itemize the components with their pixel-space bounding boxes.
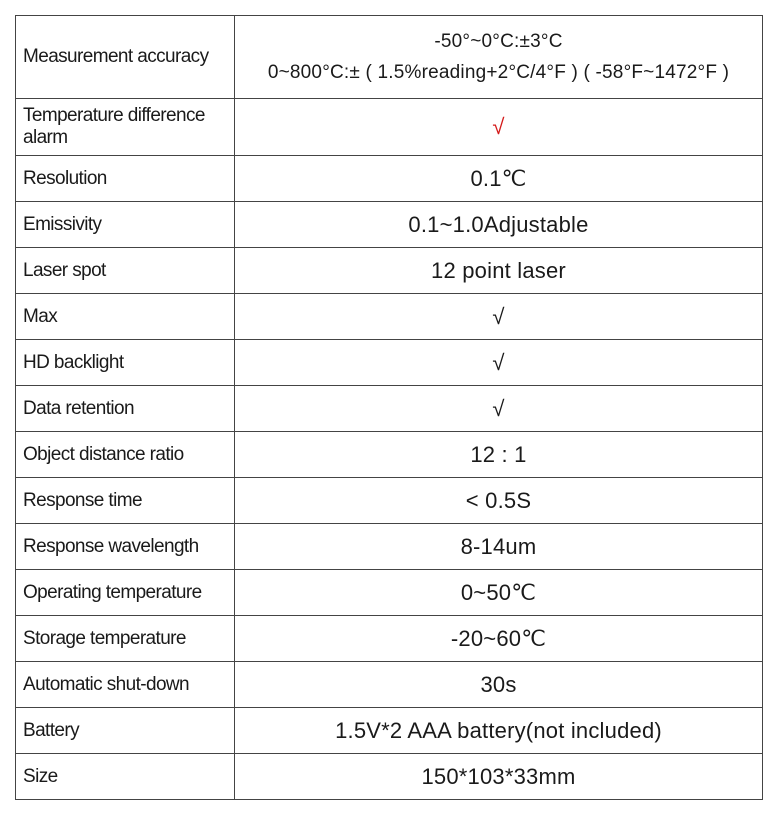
- spec-value: < 0.5S: [235, 478, 763, 524]
- spec-label: Storage temperature: [16, 616, 235, 662]
- spec-value: 150*103*33mm: [235, 754, 763, 800]
- table-row: [16, 156, 763, 202]
- spec-value: 1.5V*2 AAA battery(not included): [235, 708, 763, 754]
- table-row: [16, 570, 763, 616]
- spec-label: Operating temperature: [16, 570, 235, 616]
- check-mark-icon: √: [235, 99, 763, 156]
- check-mark-icon: √: [235, 294, 763, 340]
- spec-value: 0.1℃: [235, 156, 763, 202]
- table-row: [16, 340, 763, 386]
- table-row: [16, 202, 763, 248]
- spec-label: Resolution: [16, 156, 235, 202]
- spec-label: Measurement accuracy: [16, 16, 235, 99]
- check-mark-icon: √: [235, 340, 763, 386]
- spec-label: Battery: [16, 708, 235, 754]
- spec-value: 30s: [235, 662, 763, 708]
- spec-value: -20~60℃: [235, 616, 763, 662]
- table-row: [16, 662, 763, 708]
- spec-label: Max: [16, 294, 235, 340]
- table-row: [16, 99, 763, 156]
- spec-label: Response wavelength: [16, 524, 235, 570]
- table-row: [16, 754, 763, 800]
- spec-label: Laser spot: [16, 248, 235, 294]
- spec-label: Data retention: [16, 386, 235, 432]
- table-row: [16, 16, 763, 99]
- table-row: [16, 248, 763, 294]
- spec-value: 8-14um: [235, 524, 763, 570]
- table-row: [16, 708, 763, 754]
- spec-label: Size: [16, 754, 235, 800]
- table-row: [16, 432, 763, 478]
- spec-label: Emissivity: [16, 202, 235, 248]
- spec-label: Object distance ratio: [16, 432, 235, 478]
- table-row: [16, 478, 763, 524]
- spec-value: 0~50℃: [235, 570, 763, 616]
- spec-value: 0.1~1.0Adjustable: [235, 202, 763, 248]
- spec-value: 12 : 1: [235, 432, 763, 478]
- spec-table: [15, 15, 763, 800]
- check-mark-icon: √: [235, 386, 763, 432]
- spec-label: Temperature difference alarm: [16, 99, 235, 156]
- spec-label: HD backlight: [16, 340, 235, 386]
- spec-value: 12 point laser: [235, 248, 763, 294]
- table-row: [16, 294, 763, 340]
- spec-value: [235, 16, 763, 99]
- table-row: [16, 386, 763, 432]
- table-row: [16, 524, 763, 570]
- spec-value-line: -50°~0°C:±3°C: [434, 31, 563, 52]
- spec-label: Automatic shut-down: [16, 662, 235, 708]
- spec-value-line: 0~800°C:± ( 1.5%reading+2°C/4°F ) ( -58°F~1472°F ): [267, 62, 730, 83]
- spec-label: Response time: [16, 478, 235, 524]
- table-row: [16, 616, 763, 662]
